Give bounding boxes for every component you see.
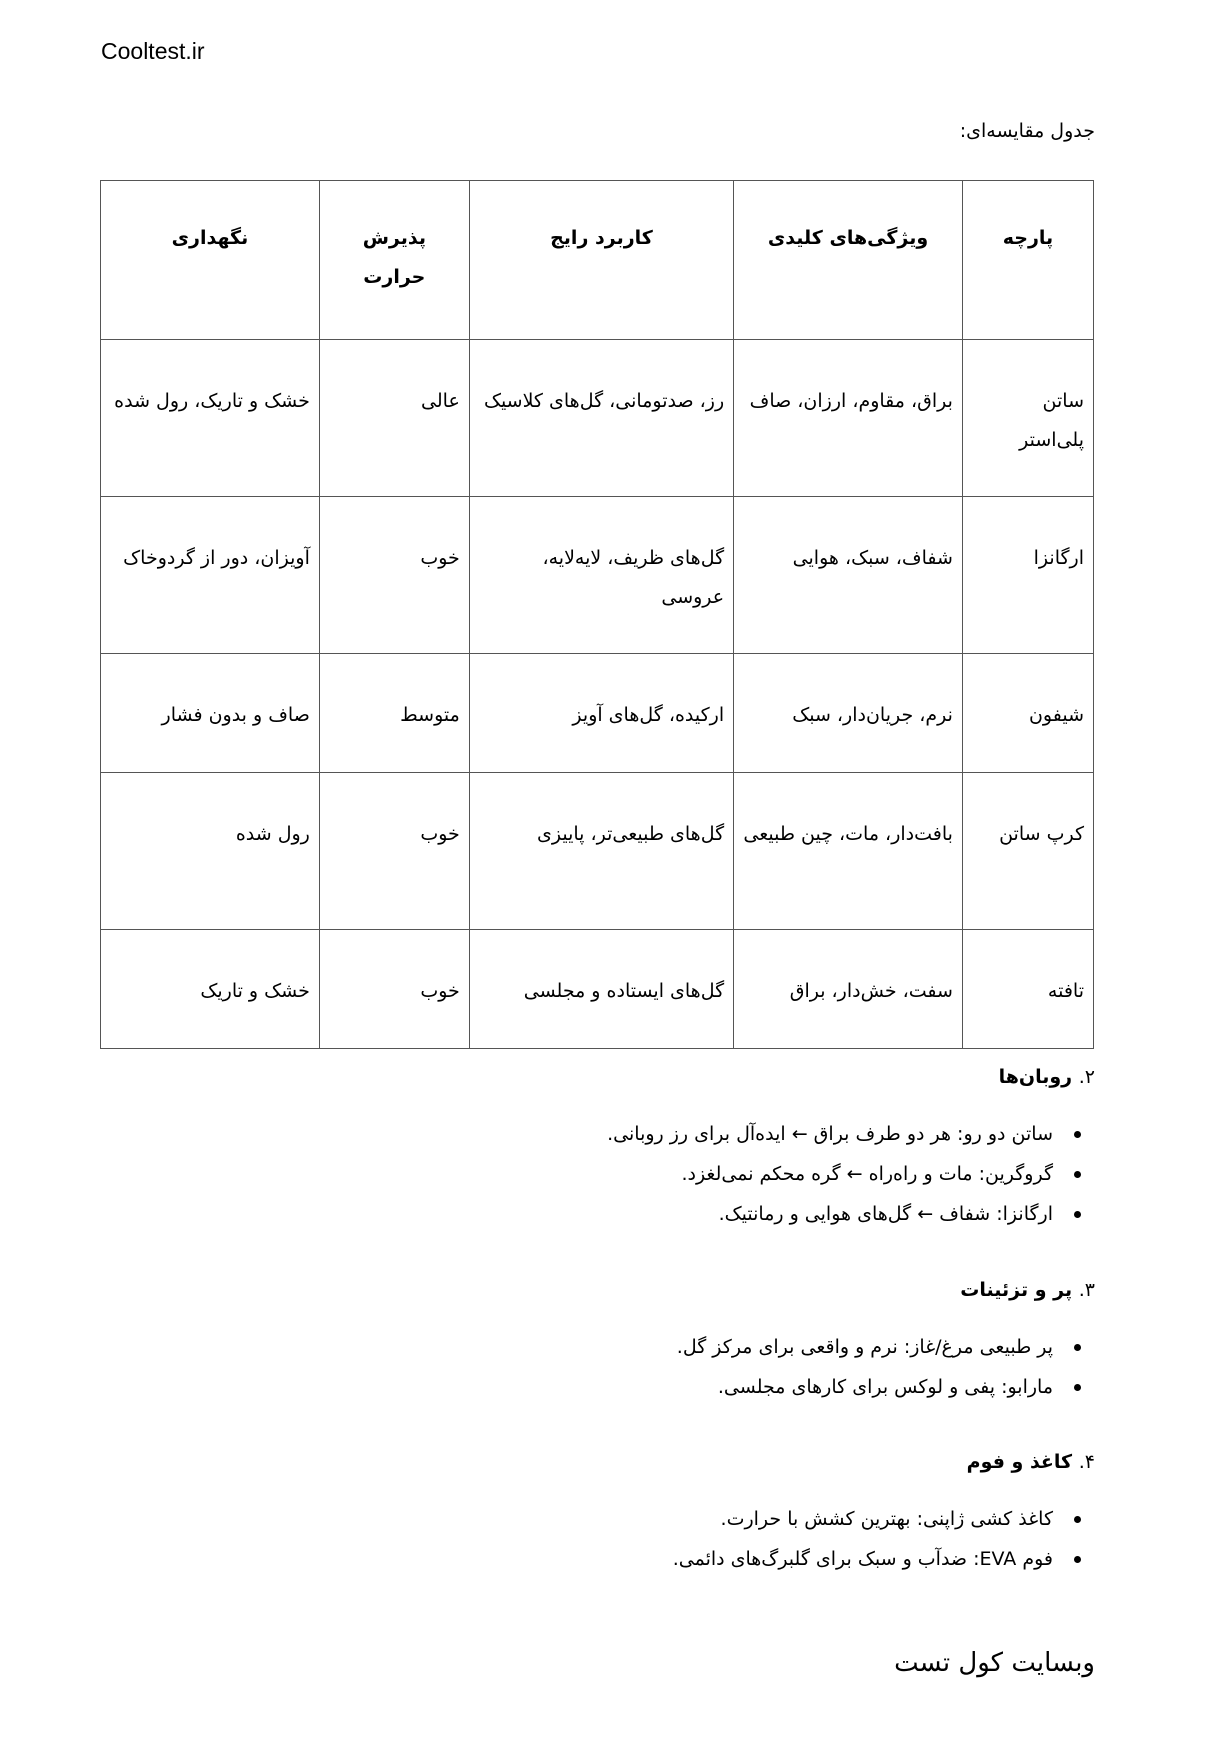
section-heading: [677, 1279, 1095, 1301]
list-item: مارابو: پفی و لوکس برای کارهای مجلسی.: [677, 1367, 1053, 1407]
cell-features: بافت‌دار، مات، چین طبیعی: [734, 773, 963, 930]
cell-usage: گل‌های طبیعی‌تر، پاییزی: [469, 773, 733, 930]
list-item: گروگرین: مات و راه‌راه ← گره محکم نمی‌لغزد.: [607, 1154, 1053, 1194]
site-name: Cooltest.ir: [101, 38, 205, 64]
cell-heat: عالی: [319, 340, 469, 497]
section-title: پر و تزئینات: [960, 1279, 1073, 1301]
table-row: [101, 497, 1094, 654]
cell-heat: خوب: [319, 497, 469, 654]
header-heat: پذیرش حرارت: [319, 181, 469, 340]
cell-care: خشک و تاریک، رول شده: [101, 340, 320, 497]
header-usage: کاربرد رایج: [469, 181, 733, 340]
cell-fabric: شیفون: [962, 654, 1093, 773]
section-ribbons: [607, 1066, 1095, 1234]
table-header-row: [101, 181, 1094, 340]
bullet-list: [607, 1114, 1095, 1234]
cell-fabric: کرپ ساتن: [962, 773, 1093, 930]
comparison-table: [100, 180, 1094, 1049]
section-title: کاغذ و فوم: [966, 1451, 1073, 1473]
section-number: ۳.: [1078, 1279, 1095, 1301]
list-item: ارگانزا: شفاف ← گل‌های هوایی و رمانتیک.: [607, 1194, 1053, 1234]
cell-fabric: ساتن پلی‌استر: [962, 340, 1093, 497]
cell-fabric: تافته: [962, 930, 1093, 1049]
cell-usage: گل‌های ایستاده و مجلسی: [469, 930, 733, 1049]
header-fabric: پارچه: [962, 181, 1093, 340]
cell-usage: گل‌های ظریف، لایه‌لایه، عروسی: [469, 497, 733, 654]
bullet-list: [673, 1499, 1095, 1579]
table-row: [101, 654, 1094, 773]
cell-features: نرم، جریان‌دار، سبک: [734, 654, 963, 773]
section-feathers: [677, 1279, 1095, 1407]
cell-heat: خوب: [319, 773, 469, 930]
list-item: ساتن دو رو: هر دو طرف براق ← ایده‌آل برای رز روبانی.: [607, 1114, 1053, 1154]
cell-care: رول شده: [101, 773, 320, 930]
cell-care: خشک و تاریک: [101, 930, 320, 1049]
cell-heat: متوسط: [319, 654, 469, 773]
list-item: فوم EVA: ضدآب و سبک برای گلبرگ‌های دائمی.: [673, 1539, 1053, 1579]
cell-fabric: ارگانزا: [962, 497, 1093, 654]
table-row: [101, 930, 1094, 1049]
cell-care: صاف و بدون فشار: [101, 654, 320, 773]
list-item: کاغذ کشی ژاپنی: بهترین کشش با حرارت.: [673, 1499, 1053, 1539]
footer-site-name: وبسایت کول تست: [894, 1648, 1095, 1678]
header-features: ویژگی‌های کلیدی: [734, 181, 963, 340]
cell-features: براق، مقاوم، ارزان، صاف: [734, 340, 963, 497]
table-intro: جدول مقایسه‌ای:: [959, 120, 1095, 142]
section-title: روبان‌ها: [998, 1066, 1073, 1088]
cell-features: سفت، خش‌دار، براق: [734, 930, 963, 1049]
cell-care: آویزان، دور از گردوخاک: [101, 497, 320, 654]
table-row: [101, 773, 1094, 930]
section-number: ۴.: [1078, 1451, 1095, 1473]
bullet-list: [677, 1327, 1095, 1407]
header-care: نگهداری: [101, 181, 320, 340]
table-row: [101, 340, 1094, 497]
cell-usage: ارکیده، گل‌های آویز: [469, 654, 733, 773]
cell-usage: رز، صدتومانی، گل‌های کلاسیک: [469, 340, 733, 497]
section-number: ۲.: [1078, 1066, 1095, 1088]
list-item: پر طبیعی مرغ/غاز: نرم و واقعی برای مرکز گل.: [677, 1327, 1053, 1367]
cell-features: شفاف، سبک، هوایی: [734, 497, 963, 654]
section-heading: [607, 1066, 1095, 1088]
section-paper-foam: [673, 1451, 1095, 1579]
section-heading: [673, 1451, 1095, 1473]
cell-heat: خوب: [319, 930, 469, 1049]
